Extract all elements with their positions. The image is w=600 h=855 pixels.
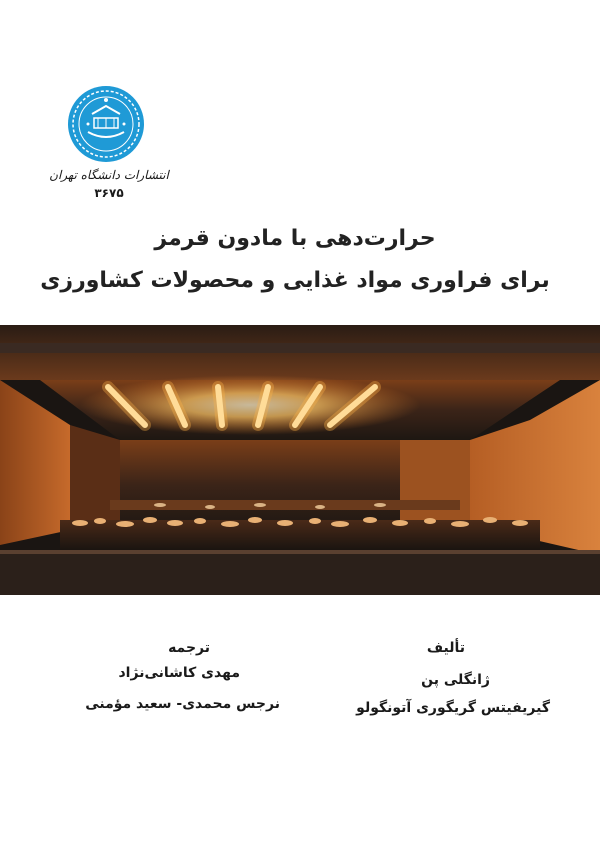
university-logo	[66, 84, 146, 164]
publisher-name: انتشارات دانشگاه تهران	[49, 168, 169, 182]
book-title-line-2: برای فراوری مواد غذایی و محصولات کشاورزی	[40, 268, 550, 293]
publication-number: ۳۶۷۵	[94, 186, 124, 200]
translator-name: نرجس محمدی- سعید مؤمنی	[85, 696, 280, 712]
authors-heading: تألیف	[426, 640, 465, 656]
author-name: گیریفیتس گریگوری آتونگولو	[356, 700, 550, 716]
infrared-oven-photo	[0, 325, 600, 595]
translators-heading: ترجمه	[168, 640, 210, 656]
translator-name: مهدی کاشانی‌نژاد	[118, 665, 240, 681]
author-name: ژانگلی پن	[421, 672, 490, 688]
book-title-line-1: حرارت‌دهی با مادون قرمز	[154, 226, 436, 251]
